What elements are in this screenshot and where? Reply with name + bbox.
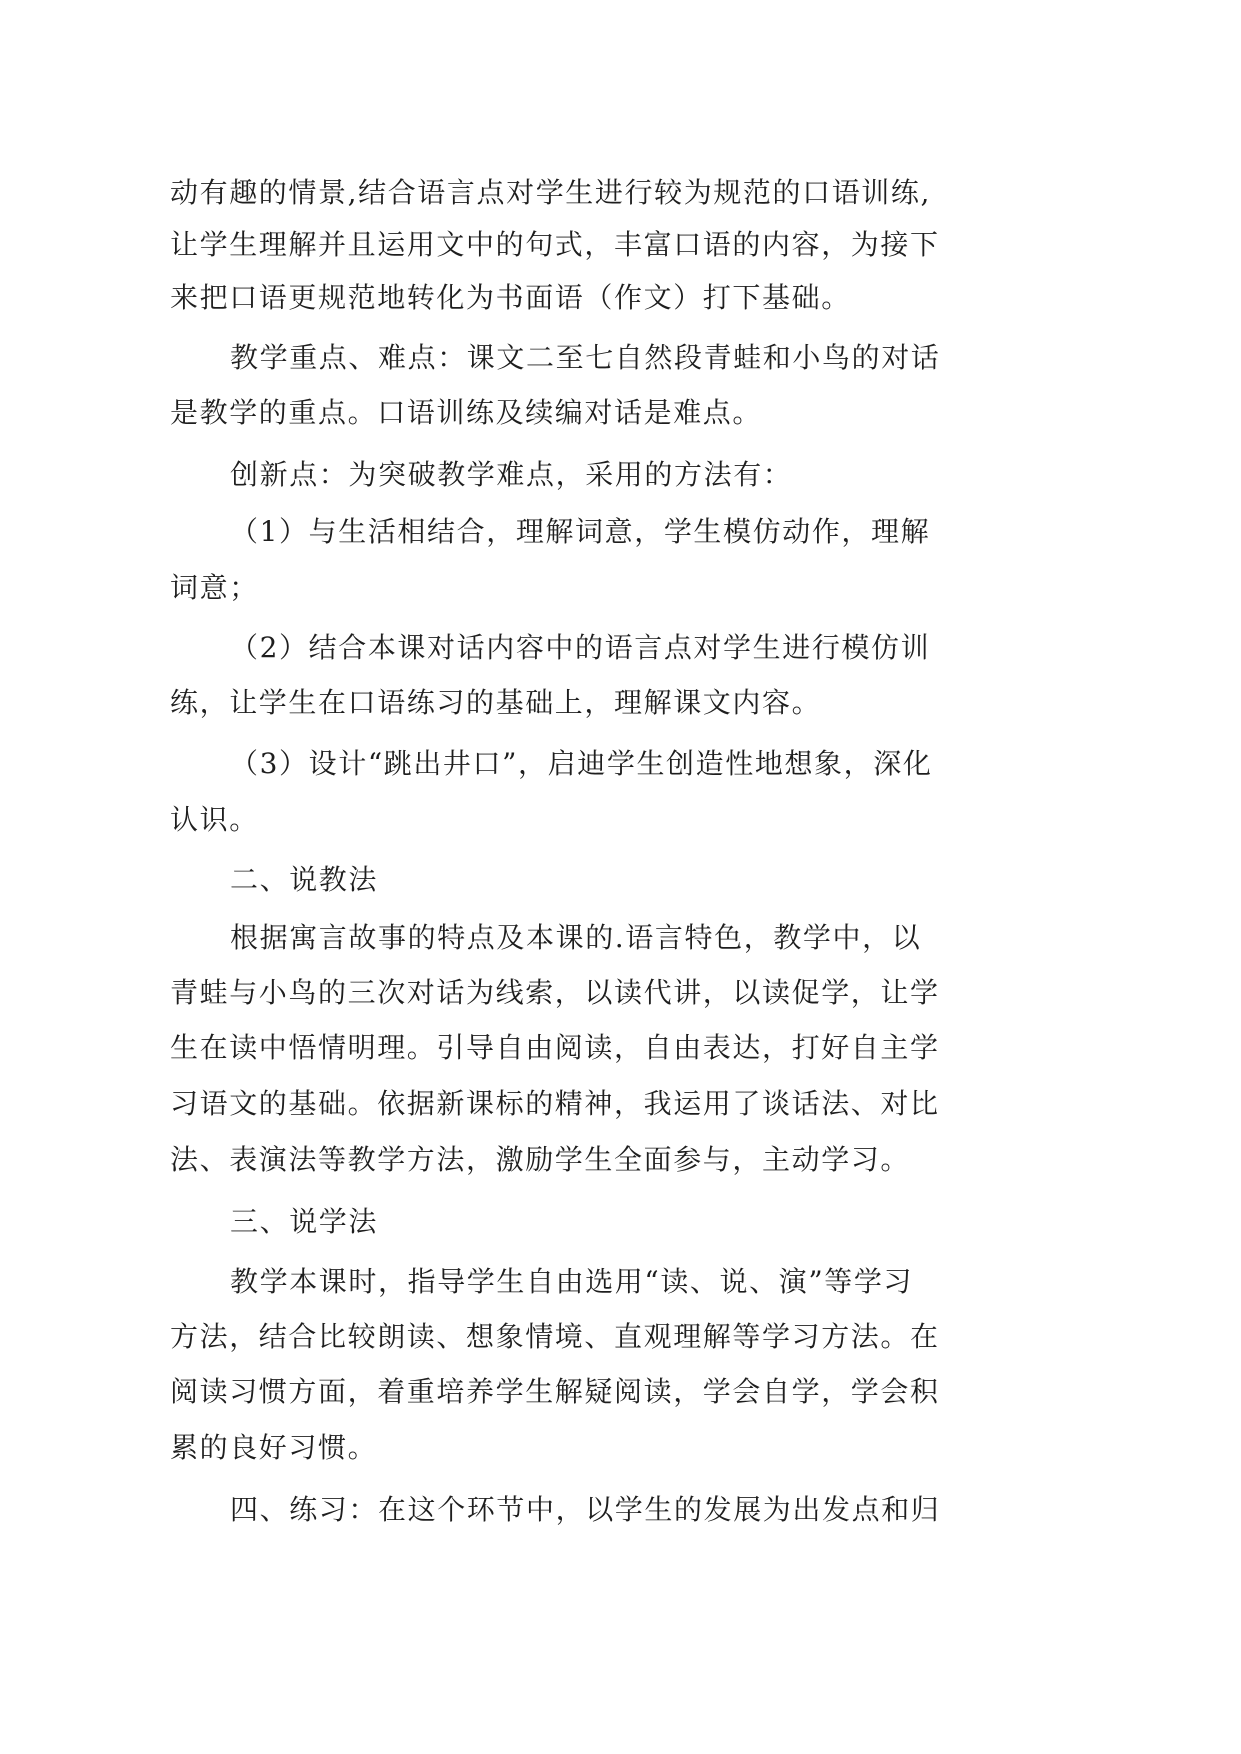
text-line: 累的良好习惯。 [170,1431,378,1464]
heading-line: 二、说教法 [230,863,379,896]
text-line: 词意； [170,571,259,604]
heading-line: 三、说学法 [230,1205,379,1238]
text-line: 阅读习惯方面，着重培养学生解疑阅读，学会自学，学会积 [170,1375,940,1408]
text-line: 教学重点、难点：课文二至七自然段青蛙和小鸟的对话 [230,341,941,374]
text-line: （2）结合本课对话内容中的语言点对学生进行模仿训 [230,631,931,664]
text-line: 四、练习：在这个环节中，以学生的发展为出发点和归 [230,1493,941,1526]
text-line: 让学生理解并且运用文中的句式，丰富口语的内容，为接下 [170,228,940,261]
text-line: 青蛙与小鸟的三次对话为线索，以读代讲，以读促学，让学 [170,976,940,1009]
text-line: 习语文的基础。依据新课标的精神，我运用了谈话法、对比 [170,1087,940,1120]
text-line: 生在读中悟情明理。引导自由阅读，自由表达，打好自主学 [170,1031,940,1064]
text-line: 方法，结合比较朗读、想象情境、直观理解等学习方法。在 [170,1320,940,1353]
text-line: 认识。 [170,803,259,836]
text-line: 教学本课时，指导学生自由选用“读、说、演”等学习 [230,1265,914,1298]
text-line: （1）与生活相结合，理解词意，学生模仿动作，理解 [230,515,931,548]
text-line: 练，让学生在口语练习的基础上，理解课文内容。 [170,686,822,719]
text-line: 来把口语更规范地转化为书面语（作文）打下基础。 [170,281,851,314]
text-line: （3）设计“跳出井口”，启迪学生创造性地想象，深化 [230,747,933,780]
text-line: 创新点：为突破教学难点，采用的方法有： [230,458,793,491]
text-line: 法、表演法等教学方法，激励学生全面参与，主动学习。 [170,1143,911,1176]
text-line: 根据寓言故事的特点及本课的.语言特色，教学中，以 [230,921,922,954]
text-line: 动有趣的情景,结合语言点对学生进行较为规范的口语训练, [170,176,932,209]
text-line: 是教学的重点。口语训练及续编对话是难点。 [170,396,763,429]
